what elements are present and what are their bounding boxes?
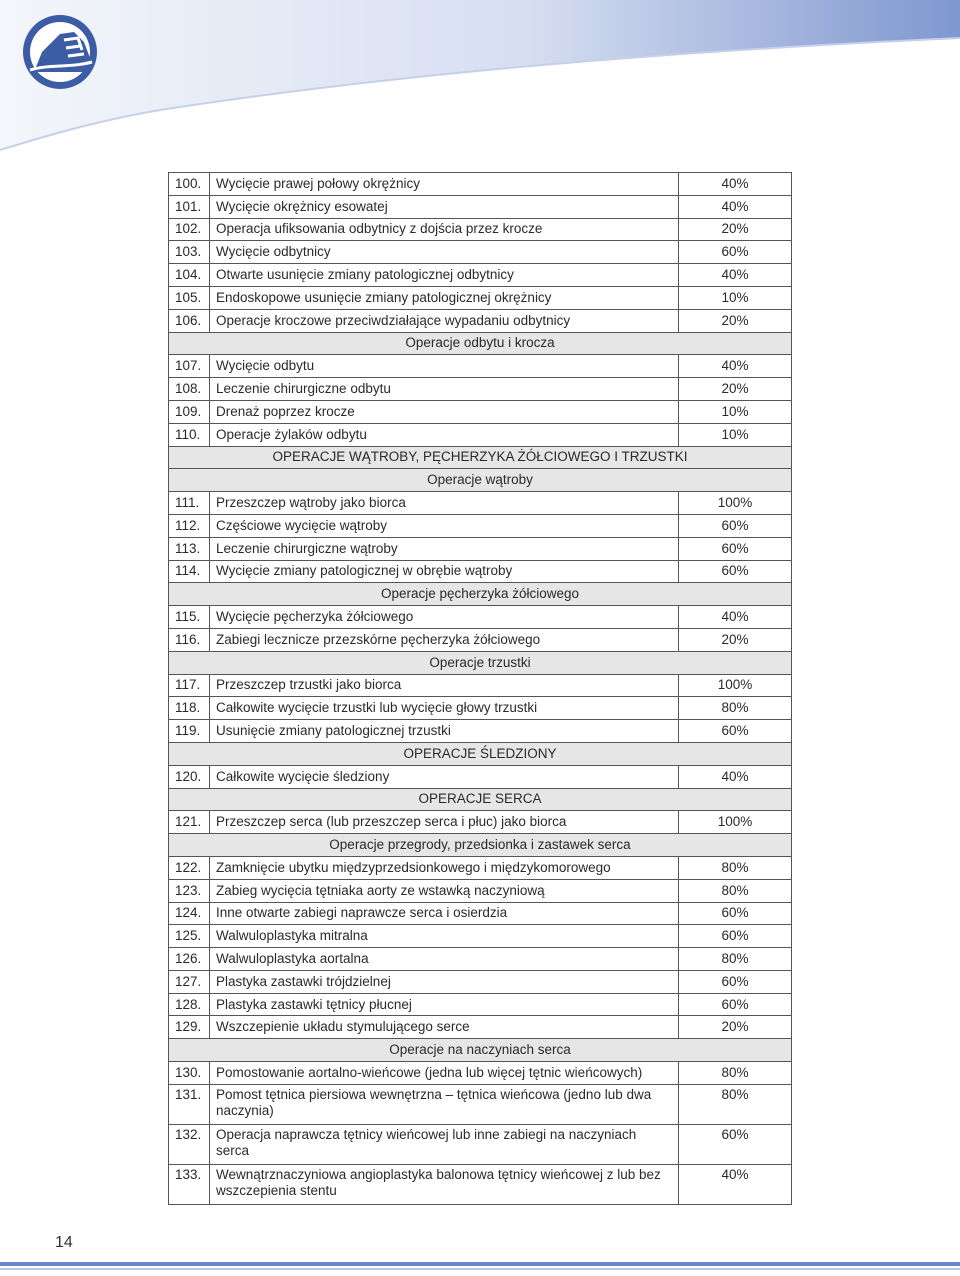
procedure-number: 118. — [169, 697, 210, 720]
procedure-percent: 100% — [679, 811, 792, 834]
procedure-name: Wycięcie pęcherzyka żółciowego — [210, 606, 679, 629]
procedure-name: Częściowe wycięcie wątroby — [210, 514, 679, 537]
procedure-percent: 80% — [679, 1084, 792, 1124]
procedure-name: Usunięcie zmiany patologicznej trzustki — [210, 720, 679, 743]
procedure-table — [168, 172, 792, 1205]
section-title: Operacje odbytu i krocza — [169, 332, 792, 355]
procedure-percent: 80% — [679, 697, 792, 720]
procedure-number: 127. — [169, 970, 210, 993]
procedure-name: Przeszczep serca (lub przeszczep serca i płuc) jako biorca — [210, 811, 679, 834]
section-title: OPERACJE WĄTROBY, PĘCHERZYKA ŻÓŁCIOWEGO I TRZUSTKI — [169, 446, 792, 469]
procedure-number: 100. — [169, 173, 210, 196]
procedure-row — [169, 241, 792, 264]
procedure-number: 104. — [169, 264, 210, 287]
procedure-row — [169, 218, 792, 241]
section-title: Operacje pęcherzyka żółciowego — [169, 583, 792, 606]
section-header-row — [169, 834, 792, 857]
procedure-name: Pomost tętnica piersiowa wewnętrzna – tętnica wieńcowa (jedno lub dwa naczynia) — [210, 1084, 679, 1124]
procedure-number: 110. — [169, 423, 210, 446]
procedure-number: 102. — [169, 218, 210, 241]
procedure-number: 101. — [169, 195, 210, 218]
procedure-name: Całkowite wycięcie śledziony — [210, 765, 679, 788]
procedure-number: 133. — [169, 1164, 210, 1204]
procedure-row — [169, 993, 792, 1016]
procedure-name: Operacja naprawcza tętnicy wieńcowej lub inne zabiegi na naczyniach serca — [210, 1124, 679, 1164]
footer-rule — [0, 1262, 960, 1266]
section-header-row — [169, 1039, 792, 1062]
procedure-row — [169, 423, 792, 446]
procedure-name: Całkowite wycięcie trzustki lub wycięcie głowy trzustki — [210, 697, 679, 720]
procedure-name: Operacja ufiksowania odbytnicy z dojścia przez krocze — [210, 218, 679, 241]
procedure-number: 129. — [169, 1016, 210, 1039]
procedure-row — [169, 286, 792, 309]
procedure-number: 119. — [169, 720, 210, 743]
procedure-row — [169, 492, 792, 515]
procedure-row — [169, 1084, 792, 1124]
procedure-row — [169, 856, 792, 879]
procedure-name: Plastyka zastawki tętnicy płucnej — [210, 993, 679, 1016]
section-header-row — [169, 651, 792, 674]
procedure-row — [169, 948, 792, 971]
procedure-name: Wszczepienie układu stymulującego serce — [210, 1016, 679, 1039]
procedure-row — [169, 1062, 792, 1085]
procedure-number: 106. — [169, 309, 210, 332]
procedure-number: 116. — [169, 628, 210, 651]
procedure-row — [169, 1164, 792, 1204]
procedure-name: Zabiegi lecznicze przezskórne pęcherzyka żółciowego — [210, 628, 679, 651]
procedure-percent: 60% — [679, 241, 792, 264]
procedure-number: 130. — [169, 1062, 210, 1085]
header-banner — [0, 0, 960, 160]
procedure-number: 111. — [169, 492, 210, 515]
procedure-percent: 80% — [679, 856, 792, 879]
procedure-row — [169, 765, 792, 788]
procedure-number: 121. — [169, 811, 210, 834]
procedure-percent: 40% — [679, 195, 792, 218]
procedure-number: 103. — [169, 241, 210, 264]
procedure-row — [169, 537, 792, 560]
procedure-row — [169, 674, 792, 697]
rock-logo-icon — [20, 12, 100, 92]
procedure-row — [169, 173, 792, 196]
procedure-percent: 20% — [679, 628, 792, 651]
section-title: Operacje na naczyniach serca — [169, 1039, 792, 1062]
procedure-row — [169, 400, 792, 423]
procedure-number: 128. — [169, 993, 210, 1016]
procedure-number: 120. — [169, 765, 210, 788]
procedure-name: Walwuloplastyka mitralna — [210, 925, 679, 948]
procedure-name: Przeszczep wątroby jako biorca — [210, 492, 679, 515]
procedure-percent: 60% — [679, 970, 792, 993]
procedure-percent: 40% — [679, 606, 792, 629]
procedure-percent: 40% — [679, 264, 792, 287]
procedure-row — [169, 811, 792, 834]
procedure-row — [169, 879, 792, 902]
procedure-name: Wycięcie zmiany patologicznej w obrębie wątroby — [210, 560, 679, 583]
section-header-row — [169, 446, 792, 469]
procedure-name: Wewnątrznaczyniowa angioplastyka balonowa tętnicy wieńcowej z lub bez wszczepienia stentu — [210, 1164, 679, 1204]
procedure-row — [169, 1124, 792, 1164]
procedure-number: 131. — [169, 1084, 210, 1124]
procedure-name: Zabieg wycięcia tętniaka aorty ze wstawką naczyniową — [210, 879, 679, 902]
procedure-name: Inne otwarte zabiegi naprawcze serca i osierdzia — [210, 902, 679, 925]
procedure-name: Pomostowanie aortalno-wieńcowe (jedna lub więcej tętnic wieńcowych) — [210, 1062, 679, 1085]
procedure-number: 108. — [169, 378, 210, 401]
procedure-number: 132. — [169, 1124, 210, 1164]
procedure-row — [169, 628, 792, 651]
procedure-number: 126. — [169, 948, 210, 971]
procedure-number: 122. — [169, 856, 210, 879]
procedure-percent: 60% — [679, 514, 792, 537]
procedure-row — [169, 970, 792, 993]
procedure-number: 125. — [169, 925, 210, 948]
procedure-percent: 60% — [679, 925, 792, 948]
footer-rule-thin — [0, 1268, 960, 1270]
section-title: Operacje przegrody, przedsionka i zastawek serca — [169, 834, 792, 857]
procedure-row — [169, 697, 792, 720]
procedure-row — [169, 195, 792, 218]
procedure-percent: 80% — [679, 948, 792, 971]
procedure-name: Wycięcie prawej połowy okrężnicy — [210, 173, 679, 196]
procedure-row — [169, 514, 792, 537]
procedure-percent: 40% — [679, 173, 792, 196]
procedure-row — [169, 560, 792, 583]
procedure-row — [169, 1016, 792, 1039]
procedure-percent: 60% — [679, 720, 792, 743]
procedure-number: 109. — [169, 400, 210, 423]
section-title: OPERACJE SERCA — [169, 788, 792, 811]
page-number: 14 — [55, 1234, 73, 1251]
procedure-number: 114. — [169, 560, 210, 583]
procedure-row — [169, 720, 792, 743]
section-title: Operacje wątroby — [169, 469, 792, 492]
section-title: OPERACJE ŚLEDZIONY — [169, 742, 792, 765]
procedure-row — [169, 378, 792, 401]
procedure-row — [169, 264, 792, 287]
procedure-number: 115. — [169, 606, 210, 629]
procedure-percent: 80% — [679, 879, 792, 902]
procedure-percent: 40% — [679, 765, 792, 788]
procedure-name: Leczenie chirurgiczne wątroby — [210, 537, 679, 560]
section-header-row — [169, 583, 792, 606]
procedure-percent: 60% — [679, 993, 792, 1016]
procedure-percent: 60% — [679, 537, 792, 560]
section-header-row — [169, 788, 792, 811]
procedure-name: Walwuloplastyka aortalna — [210, 948, 679, 971]
procedure-percent: 20% — [679, 218, 792, 241]
section-title: Operacje trzustki — [169, 651, 792, 674]
procedure-name: Przeszczep trzustki jako biorca — [210, 674, 679, 697]
procedure-name: Operacje żylaków odbytu — [210, 423, 679, 446]
procedure-row — [169, 355, 792, 378]
procedure-percent: 100% — [679, 492, 792, 515]
procedure-number: 112. — [169, 514, 210, 537]
procedure-number: 105. — [169, 286, 210, 309]
procedure-number: 124. — [169, 902, 210, 925]
procedure-name: Operacje kroczowe przeciwdziałające wypadaniu odbytnicy — [210, 309, 679, 332]
procedure-number: 117. — [169, 674, 210, 697]
procedure-percent: 20% — [679, 1016, 792, 1039]
procedure-name: Leczenie chirurgiczne odbytu — [210, 378, 679, 401]
procedure-number: 113. — [169, 537, 210, 560]
procedure-row — [169, 902, 792, 925]
procedure-name: Drenaż poprzez krocze — [210, 400, 679, 423]
procedure-percent: 60% — [679, 902, 792, 925]
procedure-percent: 60% — [679, 1124, 792, 1164]
procedure-number: 123. — [169, 879, 210, 902]
procedure-name: Plastyka zastawki trójdzielnej — [210, 970, 679, 993]
procedure-percent: 20% — [679, 309, 792, 332]
procedure-name: Otwarte usunięcie zmiany patologicznej odbytnicy — [210, 264, 679, 287]
procedure-name: Wycięcie okrężnicy esowatej — [210, 195, 679, 218]
section-header-row — [169, 332, 792, 355]
section-header-row — [169, 742, 792, 765]
procedure-name: Zamknięcie ubytku międzyprzedsionkowego i międzykomorowego — [210, 856, 679, 879]
section-header-row — [169, 469, 792, 492]
procedure-percent: 20% — [679, 378, 792, 401]
procedure-percent: 10% — [679, 286, 792, 309]
procedure-row — [169, 925, 792, 948]
procedure-name: Endoskopowe usunięcie zmiany patologicznej okrężnicy — [210, 286, 679, 309]
procedure-percent: 10% — [679, 423, 792, 446]
procedure-percent: 10% — [679, 400, 792, 423]
procedure-name: Wycięcie odbytnicy — [210, 241, 679, 264]
procedure-percent: 60% — [679, 560, 792, 583]
procedure-row — [169, 309, 792, 332]
procedure-percent: 40% — [679, 355, 792, 378]
procedure-row — [169, 606, 792, 629]
procedure-percent: 40% — [679, 1164, 792, 1204]
procedure-name: Wycięcie odbytu — [210, 355, 679, 378]
procedure-percent: 100% — [679, 674, 792, 697]
procedure-percent: 80% — [679, 1062, 792, 1085]
procedure-number: 107. — [169, 355, 210, 378]
